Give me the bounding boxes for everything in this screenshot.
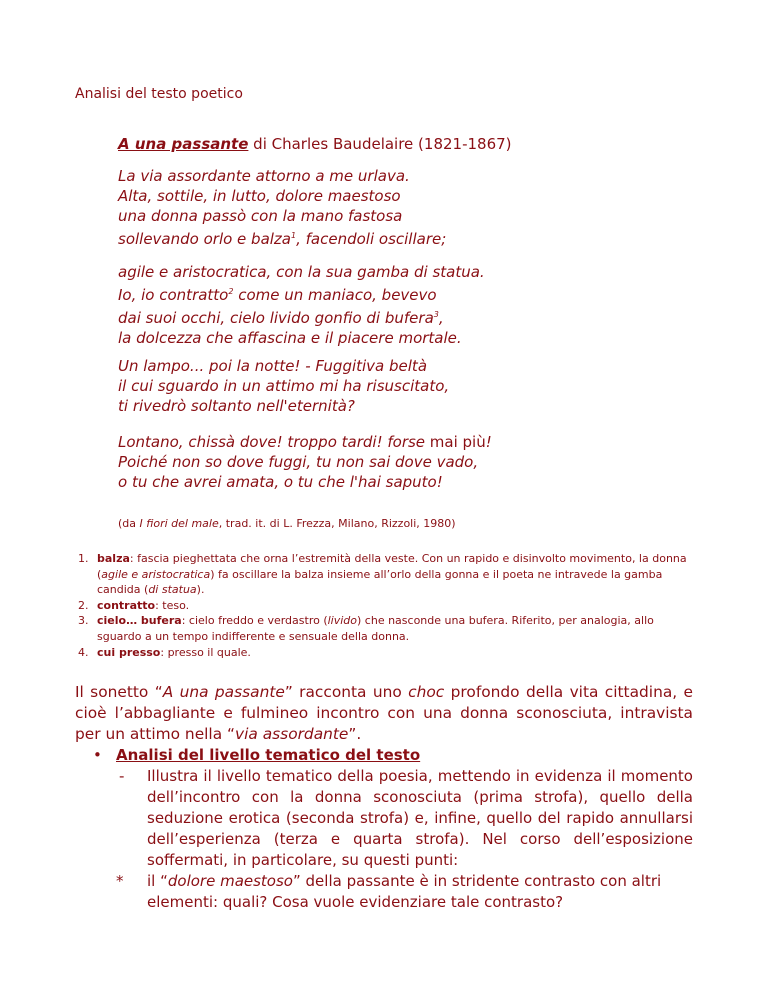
- footnote: 1. balza: fascia pieghettata che orna l’estremità della veste. Con un rapido e disinvolto movimento, la donna (agile e aristocratica) fa oscillare la balza insieme all’orlo della gonna e il poeta ne intravede la gamba candida (di statua).: [78, 552, 687, 597]
- dash-icon: -: [119, 767, 125, 785]
- bullet-icon: •: [93, 746, 102, 764]
- verse-line: la dolcezza che affascina e il piacere mortale.: [118, 329, 462, 347]
- verse-line: ti rivedrò soltanto nell'eternità?: [118, 397, 355, 415]
- verse-line: sollevando orlo e balza$^1$, facendoli oscillare;: [118, 230, 447, 248]
- verse-line: Io, io contratto$^2$ come un maniaco, bevevo: [118, 286, 437, 304]
- stanza-4: [118, 432, 492, 492]
- section-heading-text: Analisi del livello tematico del testo: [116, 746, 421, 764]
- verse-line: Alta, sottile, in lutto, dolore maestoso: [118, 187, 401, 205]
- poem-title-work: A una passante: [118, 135, 249, 153]
- verse-line: una donna passò con la mano fastosa: [118, 207, 403, 225]
- verse-line: o tu che avrei amata, o tu che l'hai saputo!: [118, 473, 443, 491]
- footnotes: [78, 551, 700, 660]
- task-text: Illustra il livello tematico della poesia, mettendo in evidenza il momento dell’incontro con la donna sconosciuta (prima strofa), quello della seduzione erotica (seconda strofa) e, infine, quello del rapido annullarsi dell’esperienza (terza e quarta strofa). Nel corso dell’esposizione soffermati, in particolare, su questi punti:: [147, 767, 693, 869]
- verse-line: Lontano, chissà dove! troppo tardi! forse mai più!: [118, 433, 492, 451]
- source-citation: (da I fiori del male, trad. it. di L. Frezza, Milano, Rizzoli, 1980): [118, 517, 456, 530]
- verse-line: dai suoi occhi, cielo livido gonfio di bufera$^3$,: [118, 309, 444, 327]
- footnote-ref: 1: [291, 231, 297, 240]
- page-heading: Analisi del testo poetico: [75, 86, 243, 102]
- poem-title: [118, 135, 512, 153]
- question-text: il “dolore maestoso” della passante è in stridente contrasto con altri elementi: quali? Cosa vuole evidenziare tale contrasto?: [147, 872, 662, 911]
- verse-line: Poiché non so dove fuggi, tu non sai dove vado,: [118, 453, 479, 471]
- verse-line: agile e aristocratica, con la sua gamba di statua.: [118, 263, 485, 281]
- footnote-ref: 3: [433, 310, 439, 319]
- verse-line: Un lampo... poi la notte! - Fuggitiva beltà: [118, 357, 428, 375]
- poem-title-author: di Charles Baudelaire (1821-1867): [248, 135, 512, 153]
- intro-paragraph: Il sonetto “A una passante” racconta uno choc profondo della vita cittadina, e cioè l’abbagliante e fulmineo incontro con una donna sconosciuta, intravista per un attimo nella “via assordante”.: [75, 683, 693, 743]
- stanza-1: [118, 166, 446, 249]
- verse-line: La via assordante attorno a me urlava.: [118, 167, 410, 185]
- stanza-3: [118, 356, 449, 416]
- stanza-2: [118, 262, 485, 348]
- footnote-ref: 2: [228, 287, 234, 296]
- asterisk-icon: *: [116, 872, 124, 890]
- footnote: 3. cielo… bufera: cielo freddo e verdastro (livido) che nasconde una bufera. Riferito, per analogia, allo sguardo a un tempo indifferente e sensuale della donna.: [78, 614, 654, 643]
- verse-line: il cui sguardo in un attimo mi ha risuscitato,: [118, 377, 450, 395]
- footnote: 2. contratto: teso.: [78, 598, 190, 612]
- footnote: 4. cui presso: presso il quale.: [78, 645, 251, 659]
